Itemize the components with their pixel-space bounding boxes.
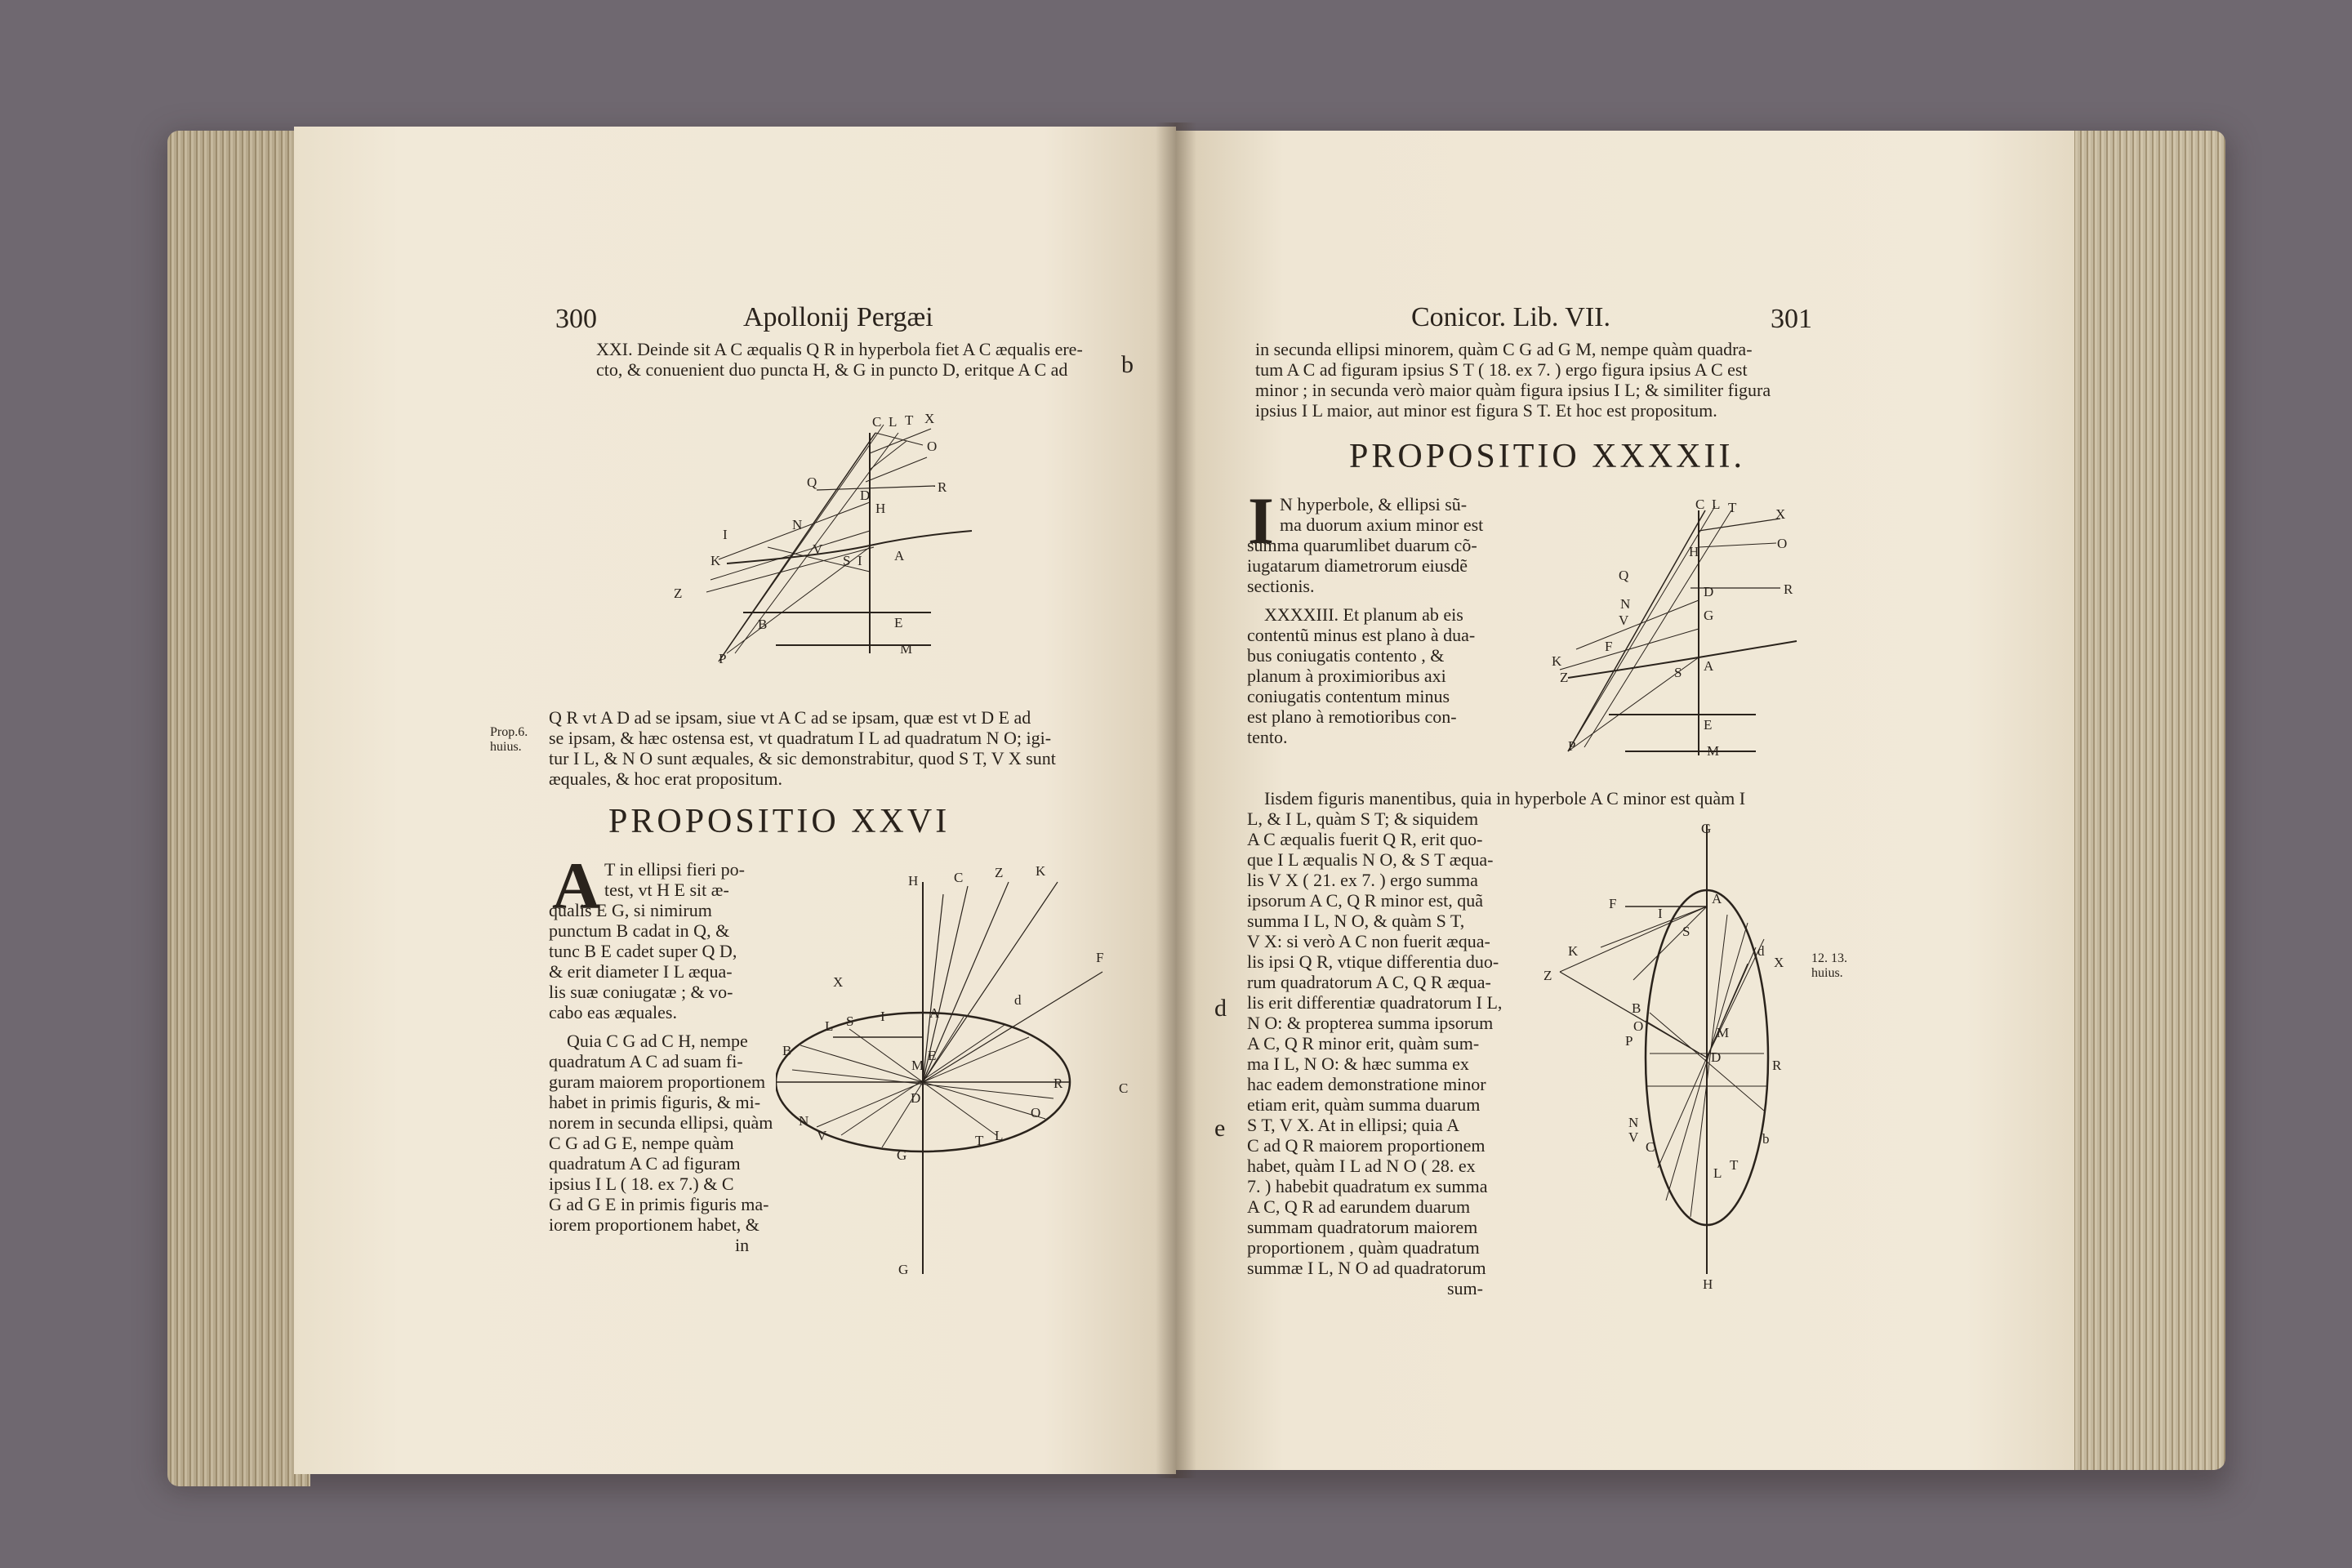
figure-label: M	[900, 641, 913, 657]
figure-label: H	[908, 873, 919, 889]
right-side-letter: d	[1214, 995, 1227, 1022]
figure-label: E	[1704, 717, 1713, 733]
left-text-line: Q R vt A D ad se ipsam, siue vt A C ad se ipsam, quæ est vt D E ad	[549, 707, 1031, 728]
figure-label: Z	[1560, 670, 1569, 685]
book-gutter	[1156, 122, 1196, 1478]
page-block-right	[2058, 131, 2225, 1470]
left-text-line: C G ad G E, nempe quàm	[549, 1133, 734, 1153]
right-text-line: summa I L, N O, & quàm S T,	[1247, 911, 1465, 931]
figure-label: Q	[1619, 568, 1629, 583]
figure-label: R	[1784, 581, 1793, 597]
figure-label: T	[905, 412, 914, 428]
right-page-number: 301	[1771, 304, 1812, 334]
right-text-line: L, & I L, quàm S T; & siquidem	[1247, 808, 1479, 829]
right-text-line: summa quarumlibet duarum cõ-	[1247, 535, 1477, 555]
figure-label: T	[975, 1133, 984, 1148]
figure-label: V	[813, 541, 823, 557]
figure-label: X	[924, 411, 935, 426]
figure-label: X	[1775, 506, 1786, 522]
figure-label: D	[1711, 1049, 1722, 1065]
right-dropcap: I	[1248, 483, 1274, 558]
figure-label: A	[894, 548, 905, 564]
figure-label: G	[1701, 821, 1712, 836]
figure-label: M	[1707, 743, 1720, 759]
right-hyperbola-figure	[1552, 494, 1821, 764]
left-text-line: punctum B cadat in Q, &	[549, 920, 730, 941]
figure-label: Q	[807, 474, 817, 490]
figure-label: F	[1609, 896, 1617, 911]
figure-label: E	[894, 615, 903, 630]
figure-label: A	[1712, 891, 1722, 906]
right-text-line: Iisdem figuris manentibus, quia in hyperbole A C minor est quàm I	[1264, 788, 1746, 808]
right-text-line: coniugatis contentum minus	[1247, 686, 1450, 706]
figure-label: G	[1704, 608, 1714, 623]
figure-label: F	[1096, 950, 1104, 965]
figure-label: P	[1625, 1033, 1633, 1049]
left-text-line: guram maiorem proportionem	[549, 1071, 766, 1092]
figure-label: A	[929, 1005, 940, 1021]
left-text-line: qualis E G, si nimirum	[549, 900, 712, 920]
figure-label: K	[1552, 653, 1562, 669]
right-text-line: N hyperbole, & ellipsi sũ-	[1280, 494, 1468, 514]
figure-label: H	[1703, 1276, 1713, 1290]
right-text-line: summam quadratorum maiorem	[1247, 1217, 1478, 1237]
figure-label: K	[710, 553, 721, 568]
figure-label: Z	[995, 866, 1004, 880]
left-text-line: lis suæ coniugatæ ; & vo-	[549, 982, 733, 1002]
right-text-line: S T, V X. At in ellipsi; quia A	[1247, 1115, 1459, 1135]
figure-label: C	[1646, 1139, 1655, 1155]
figure-label: S	[1674, 665, 1682, 680]
right-running-head: Conicor. Lib. VII.	[1411, 302, 1610, 332]
right-text-line: A C, Q R ad earundem duarum	[1247, 1196, 1471, 1217]
right-text-line: ma I L, N O: & hæc summa ex	[1247, 1054, 1469, 1074]
left-catchletter: b	[1121, 351, 1134, 378]
figure-label: R	[1054, 1076, 1063, 1091]
figure-label: A	[1704, 658, 1714, 674]
left-text-line: tunc B E cadet super Q D,	[549, 941, 737, 961]
figure-label: Z	[674, 586, 683, 601]
left-text-line: se ipsam, & hæc ostensa est, vt quadratum I L ad quadratum N O; igi-	[549, 728, 1052, 748]
figure-label: N	[792, 517, 803, 532]
right-text-line: lis erit differentiæ quadratorum I L,	[1247, 992, 1503, 1013]
right-text-line: in secunda ellipsi minorem, quàm C G ad G M, nempe quàm quadra-	[1255, 339, 1753, 359]
figure-label: P	[1568, 738, 1576, 754]
left-text-line: habet in primis figuris, & mi-	[549, 1092, 761, 1112]
right-text-line: bus coniugatis contento , &	[1247, 645, 1445, 666]
left-page-number: 300	[555, 304, 597, 334]
right-text-line: A C æqualis fuerit Q R, erit quo-	[1247, 829, 1483, 849]
right-text-line: proportionem , quàm quadratum	[1247, 1237, 1480, 1258]
left-text-line: G ad G E in primis figuris ma-	[549, 1194, 769, 1214]
right-side-letter: e	[1214, 1115, 1226, 1142]
figure-label: S	[846, 1013, 854, 1029]
figure-label: C	[872, 414, 882, 430]
left-dropcap: A	[552, 849, 601, 923]
left-ellipse-figure	[776, 866, 1135, 1290]
left-text-line: ipsius I L ( 18. ex 7.) & C	[549, 1174, 734, 1194]
figure-label: L	[825, 1018, 834, 1034]
figure-label: D	[1704, 584, 1714, 599]
right-text-line: etiam erit, quàm summa duarum	[1247, 1094, 1481, 1115]
right-text-line: hac eadem demonstratione minor	[1247, 1074, 1486, 1094]
left-text-line: in	[735, 1235, 750, 1255]
right-text-line: planum à proximioribus axi	[1247, 666, 1446, 686]
left-heading: PROPOSITIO XXVI	[608, 803, 951, 840]
figure-label: X	[833, 974, 844, 990]
right-text-line: lis ipsi Q R, vtique differentia duo-	[1247, 951, 1499, 972]
page-block-left	[167, 131, 310, 1486]
right-text-line: sum-	[1447, 1278, 1483, 1298]
right-text-line: ipsius I L maior, aut minor est figura S T. Et hoc est propositum.	[1255, 400, 1717, 421]
figure-label: d	[1014, 992, 1022, 1008]
figure-label: V	[1619, 612, 1629, 628]
right-margin-note: 12. 13.	[1811, 951, 1847, 965]
figure-label: D	[911, 1090, 921, 1106]
right-text-line: habet, quàm I L ad N O ( 28. ex	[1247, 1156, 1476, 1176]
right-ellipse-figure	[1544, 817, 1788, 1290]
figure-label: T	[1728, 500, 1737, 515]
right-text-line: rum quadratorum A C, Q R æqua-	[1247, 972, 1491, 992]
figure-label: S	[1682, 924, 1690, 939]
figure-label: N	[1620, 596, 1631, 612]
figure-label: N	[1628, 1115, 1639, 1130]
figure-label: d	[1757, 943, 1765, 959]
left-text-line: T in ellipsi fieri po-	[604, 859, 745, 880]
figure-label: S	[843, 553, 851, 568]
figure-label: K	[1036, 866, 1046, 879]
left-text-line: quadratum A C ad figuram	[549, 1153, 741, 1174]
figure-label: F	[1605, 639, 1613, 654]
figure-label: P	[719, 651, 727, 666]
figure-label: B	[758, 617, 768, 632]
figure-label: C	[1119, 1080, 1129, 1096]
right-text-line: ma duorum axium minor est	[1280, 514, 1484, 535]
right-heading: PROPOSITIO XXXXII.	[1349, 438, 1746, 475]
figure-label: M	[1717, 1025, 1730, 1040]
figure-label: I	[723, 527, 728, 542]
right-text-line: tum A C ad figuram ipsius S T ( 18. ex 7. ) ergo figura ipsius A C est	[1255, 359, 1748, 380]
figure-label: L	[995, 1128, 1004, 1143]
right-text-line: C ad Q R maiorem proportionem	[1247, 1135, 1486, 1156]
right-text-line: V X: si verò A C non fuerit æqua-	[1247, 931, 1490, 951]
right-text-line: est plano à remotioribus con-	[1247, 706, 1457, 727]
figure-label: V	[817, 1128, 827, 1143]
right-text-line: N O: & propterea summa ipsorum	[1247, 1013, 1494, 1033]
figure-label: L	[1713, 1165, 1722, 1181]
right-text-line: ipsorum A C, Q R minor est, quã	[1247, 890, 1484, 911]
figure-label: B	[782, 1043, 792, 1058]
right-text-line: que I L æqualis N O, & S T æqua-	[1247, 849, 1494, 870]
left-running-head: Apollonij Pergæi	[743, 302, 933, 332]
figure-label: M	[911, 1058, 924, 1073]
figure-label: O	[1777, 536, 1788, 551]
left-hyperbola-figure	[662, 408, 1004, 678]
figure-label: N	[799, 1113, 809, 1129]
figure-label: O	[1031, 1105, 1041, 1120]
left-text-line: cto, & conuenient duo puncta H, & G in puncto D, eritque A C ad	[596, 359, 1068, 380]
right-text-line: contentũ minus est plano à dua-	[1247, 625, 1476, 645]
figure-label: I	[858, 553, 862, 568]
figure-label: H	[1689, 544, 1699, 559]
right-text-line: 7. ) habebit quadratum ex summa	[1247, 1176, 1488, 1196]
figure-label: L	[1712, 497, 1721, 512]
right-text-line: minor ; in secunda verò maior quàm figura ipsius I L; & similiter figura	[1255, 380, 1771, 400]
figure-label: O	[927, 439, 938, 454]
right-text-line: lis V X ( 21. ex 7. ) ergo summa	[1247, 870, 1478, 890]
left-text-line: XXI. Deinde sit A C æqualis Q R in hyperbola fiet A C æqualis ere-	[596, 339, 1083, 359]
figure-label: L	[889, 414, 898, 430]
left-text-line: tur I L, & N O sunt æquales, & sic demonstrabitur, quod S T, V X sunt	[549, 748, 1056, 768]
figure-label: I	[1658, 906, 1663, 921]
left-text-line: Quia C G ad C H, nempe	[567, 1031, 748, 1051]
figure-label: Z	[1544, 968, 1552, 983]
figure-label: T	[1730, 1157, 1739, 1173]
right-text-line: tento.	[1247, 727, 1288, 747]
right-margin-note: huius.	[1811, 966, 1843, 980]
right-text-line: iugatarum diametrorum eiusdẽ	[1247, 555, 1468, 576]
figure-label: R	[938, 479, 947, 495]
figure-label: B	[1632, 1000, 1642, 1016]
figure-label: C	[954, 870, 964, 885]
figure-label: X	[1774, 955, 1784, 970]
figure-label: D	[860, 488, 871, 503]
right-text-line: A C, Q R minor erit, quàm sum-	[1247, 1033, 1480, 1054]
figure-label: E	[928, 1048, 937, 1063]
left-text-line: iorem proportionem habet, &	[549, 1214, 760, 1235]
left-text-line: æquales, & hoc erat propositum.	[549, 768, 782, 789]
figure-label: H	[875, 501, 886, 516]
figure-label: R	[1772, 1058, 1782, 1073]
left-margin-note: Prop.6.	[490, 725, 528, 739]
left-text-line: cabo eas æquales.	[549, 1002, 677, 1022]
figure-label: V	[1628, 1129, 1639, 1145]
left-margin-note: huius.	[490, 740, 522, 754]
right-text-line: sectionis.	[1247, 576, 1315, 596]
figure-label: G	[898, 1262, 909, 1277]
figure-label: O	[1633, 1018, 1644, 1034]
right-text-line: XXXXIII. Et planum ab eis	[1264, 604, 1463, 625]
left-text-line: & erit diameter I L æqua-	[549, 961, 733, 982]
left-text-line: test, vt H E sit æ-	[604, 880, 729, 900]
figure-label: G	[897, 1147, 907, 1163]
left-text-line: quadratum A C ad suam fi-	[549, 1051, 743, 1071]
figure-label: C	[1695, 497, 1705, 512]
left-text-line: norem in secunda ellipsi, quàm	[549, 1112, 773, 1133]
figure-label: K	[1568, 943, 1579, 959]
figure-label: I	[880, 1009, 885, 1024]
figure-label: b	[1762, 1131, 1770, 1147]
right-text-line: summæ I L, N O ad quadratorum	[1247, 1258, 1486, 1278]
